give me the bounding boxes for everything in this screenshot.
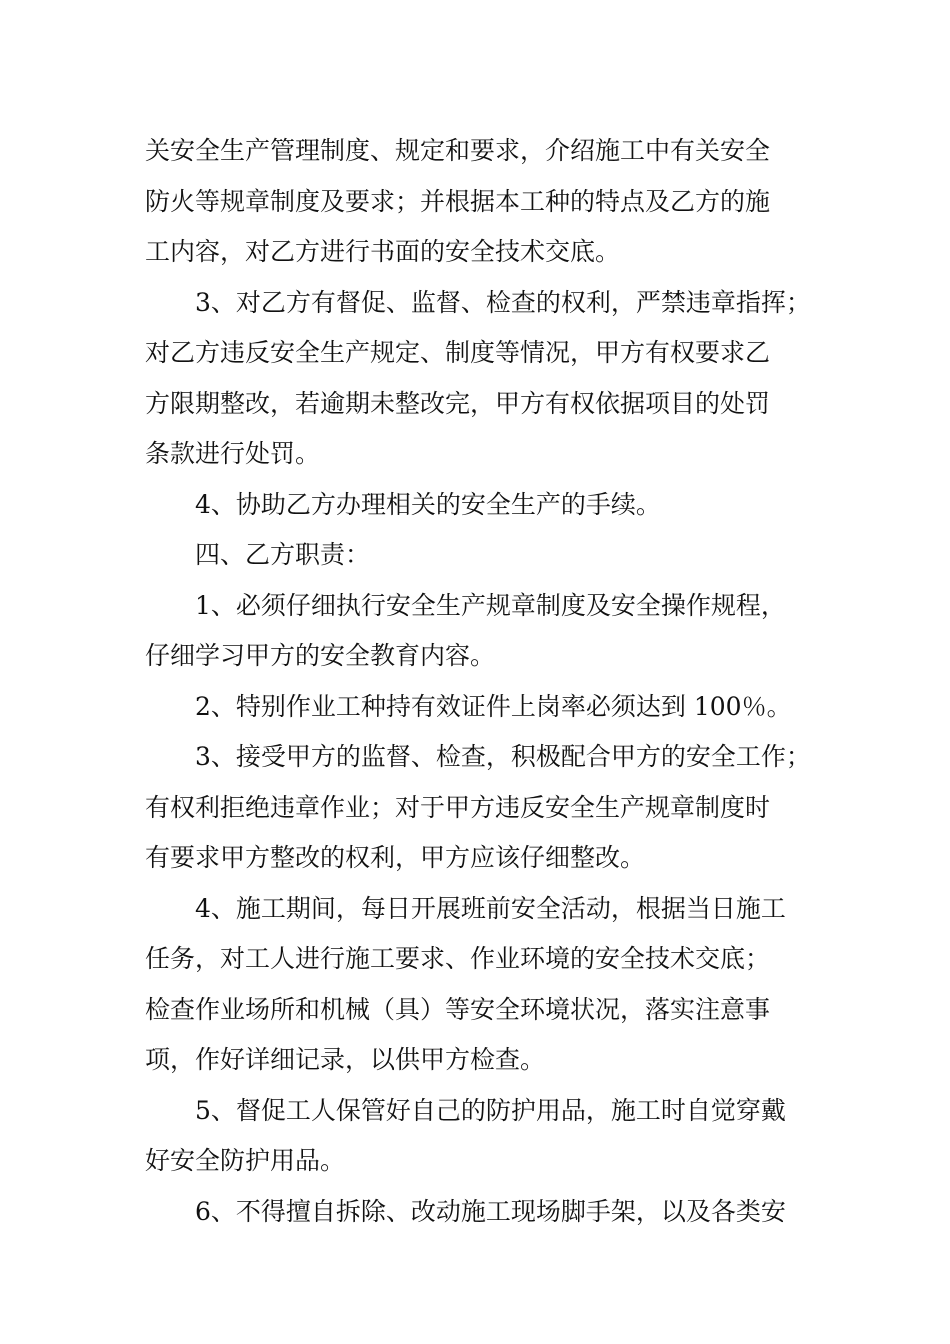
- text-line-4: 3、对乙方有督促、监督、检查的权利，严禁违章指挥；: [195, 287, 811, 317]
- text-line-11: 仔细学习甲方的安全教育内容。: [145, 641, 496, 670]
- text-line-18: 检查作业场所和机械（具）等安全环境状况，落实注意事: [145, 994, 771, 1024]
- text-line-7: 条款进行处罚。: [145, 439, 321, 468]
- text-line-15: 有要求甲方整改的权利，甲方应该仔细整改。: [145, 843, 646, 872]
- text-line-2: 防火等规章制度及要求；并根据本工种的特点及乙方的施: [145, 186, 771, 216]
- text-line-13: 3、接受甲方的监督、检查，积极配合甲方的安全工作；: [195, 742, 811, 771]
- text-line-20: 5、督促工人保管好自己的防护用品，施工时自觉穿戴: [195, 1095, 786, 1125]
- text-line-22: 6、不得擅自拆除、改动施工现场脚手架，以及各类安: [195, 1196, 786, 1226]
- section-heading: 四、乙方职责：: [195, 540, 371, 569]
- text-line-19: 项，作好详细记录，以供甲方检查。: [145, 1045, 546, 1074]
- text-line-12: 2、特别作业工种持有效证件上岗率必须达到 100％。: [195, 691, 792, 721]
- text-line-3: 工内容，对乙方进行书面的安全技术交底。: [145, 237, 621, 266]
- text-line-1: 关安全生产管理制度、规定和要求，介绍施工中有关安全: [145, 136, 771, 165]
- text-line-17: 任务，对工人进行施工要求、作业环境的安全技术交底；: [145, 944, 771, 973]
- text-line-6: 方限期整改，若逾期未整改完，甲方有权依据项目的处罚: [145, 388, 771, 418]
- text-line-14: 有权利拒绝违章作业；对于甲方违反安全生产规章制度时: [145, 792, 771, 822]
- text-line-5: 对乙方违反安全生产规定、制度等情况，甲方有权要求乙: [145, 338, 771, 367]
- text-line-21: 好安全防护用品。: [145, 1146, 346, 1175]
- document-body: [145, 126, 820, 1237]
- text-line-8: 4、协助乙方办理相关的安全生产的手续。: [195, 489, 661, 519]
- text-line-16: 4、施工期间，每日开展班前安全活动，根据当日施工: [195, 893, 786, 923]
- text-line-10: 1、必须仔细执行安全生产规章制度及安全操作规程，: [195, 590, 786, 620]
